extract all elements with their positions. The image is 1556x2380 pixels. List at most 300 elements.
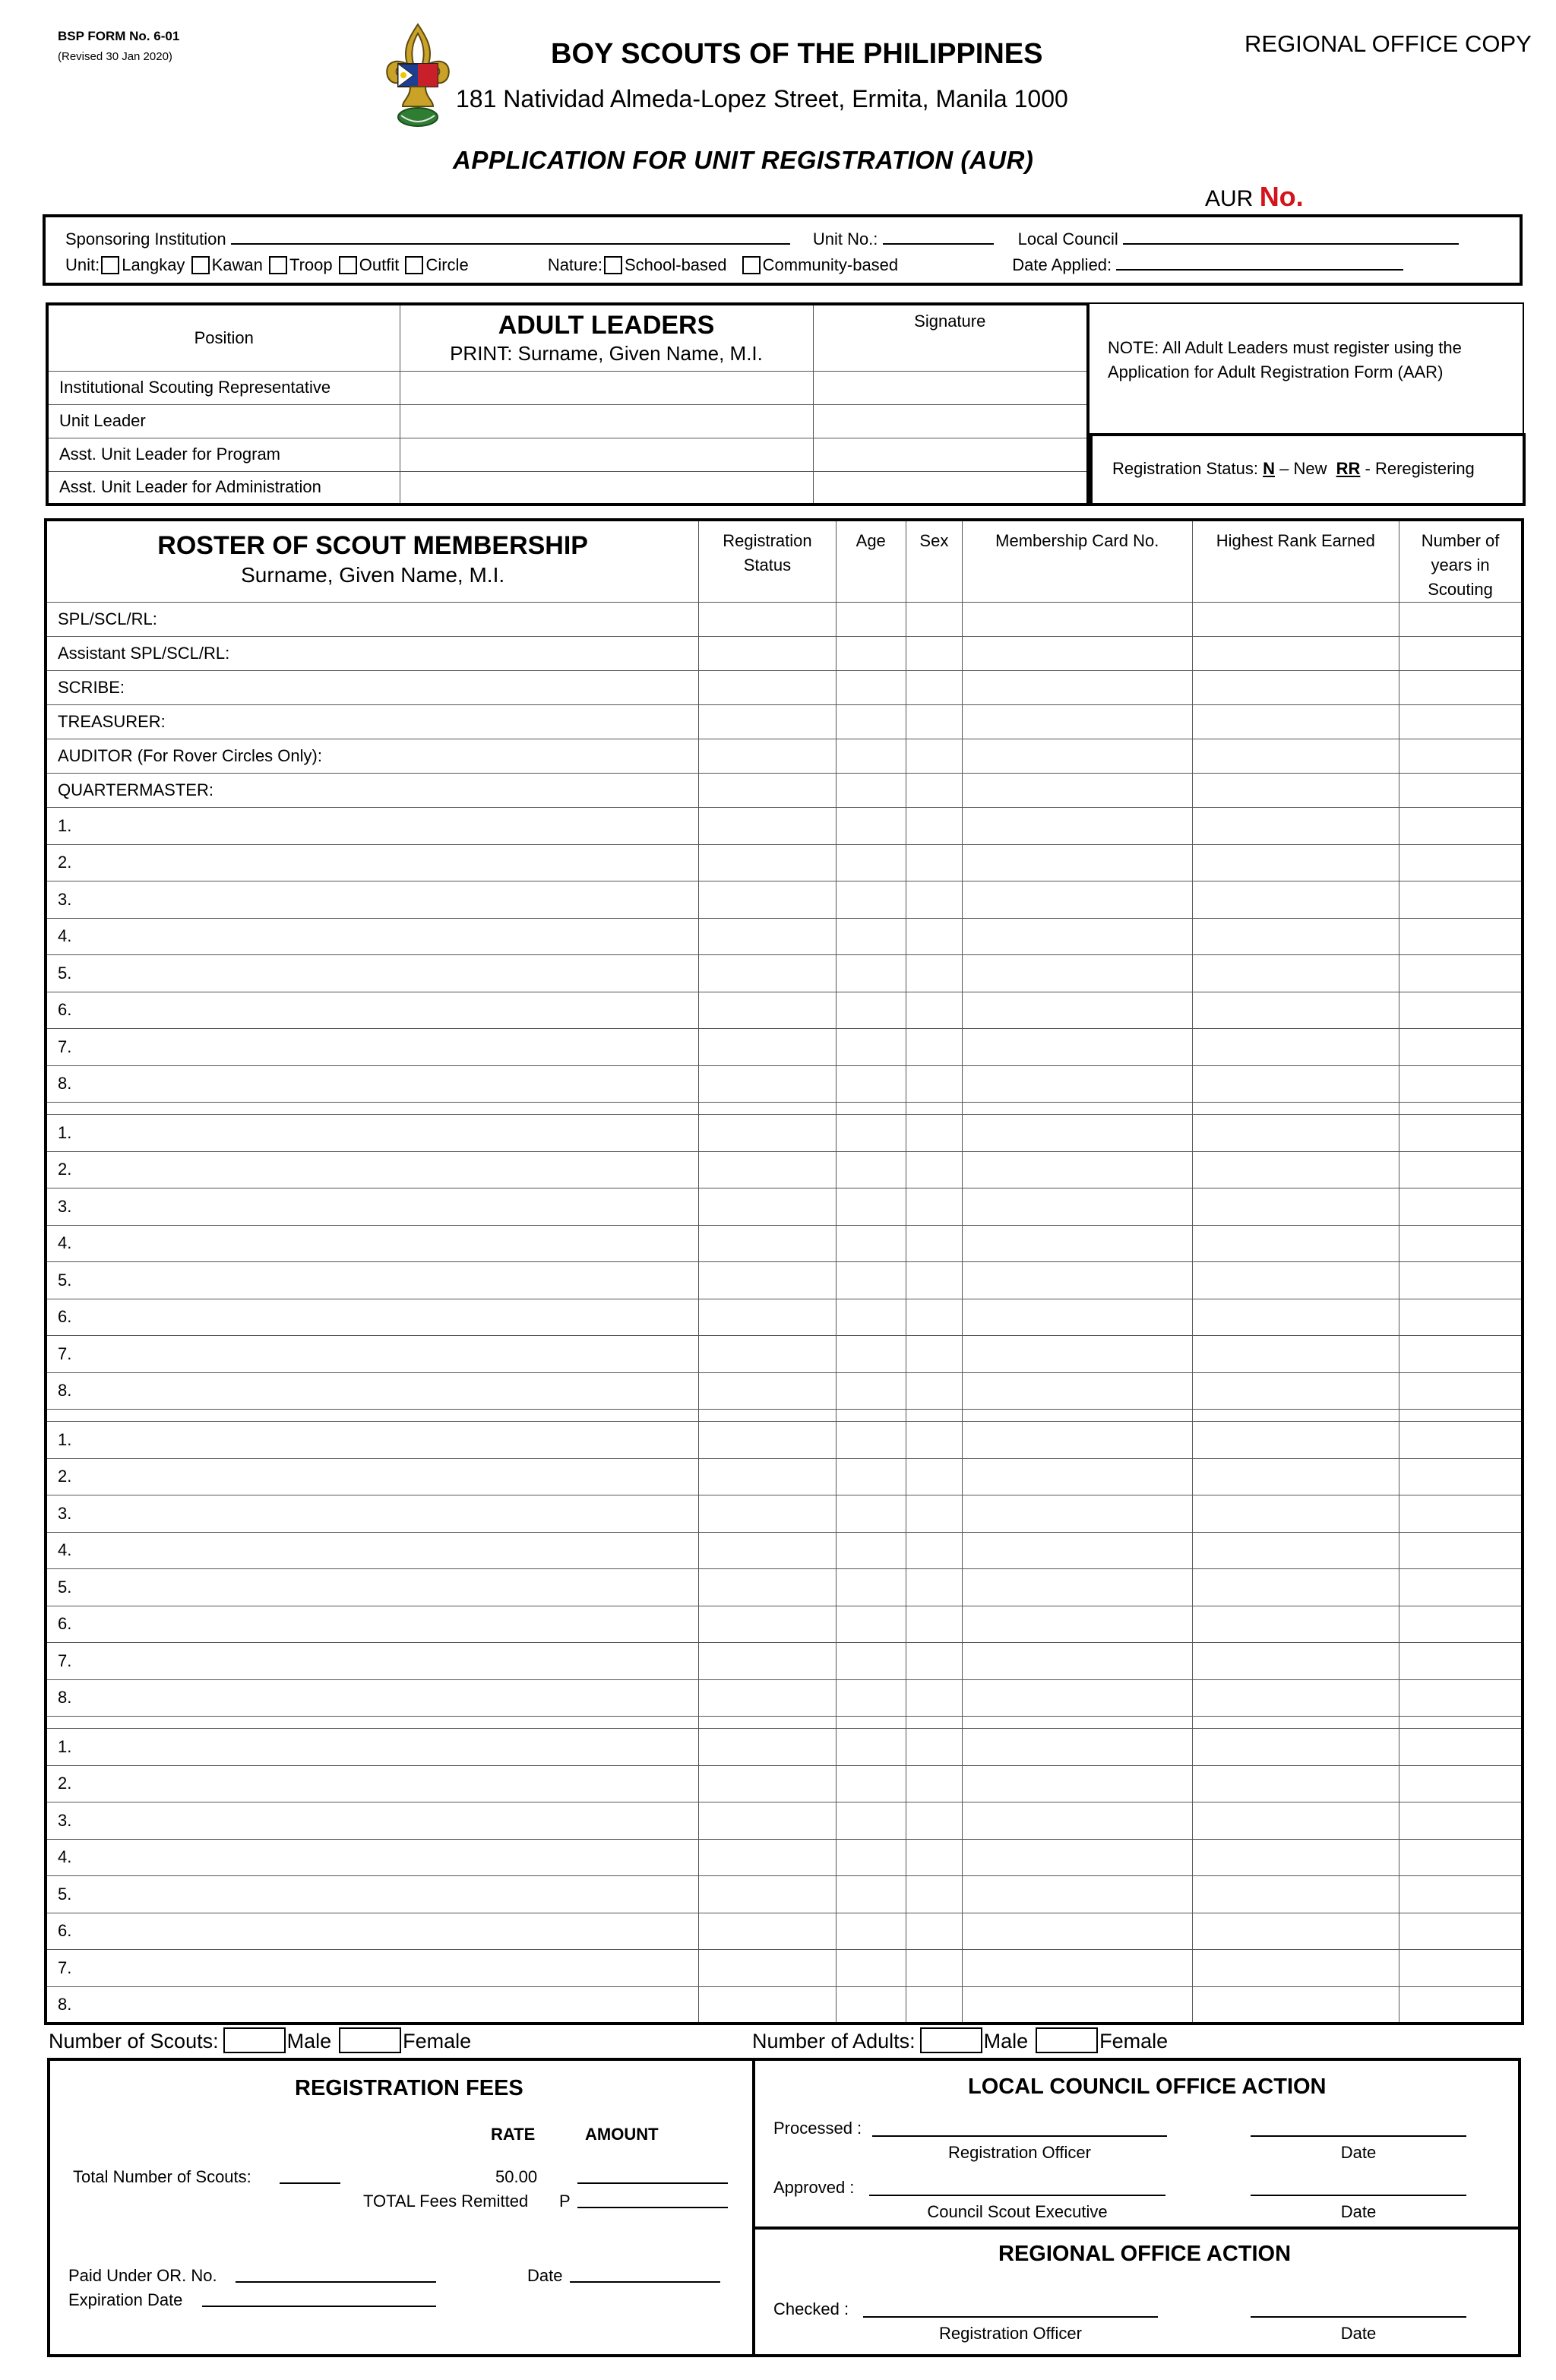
- rank-cell[interactable]: [1192, 1115, 1399, 1152]
- years-cell[interactable]: [1399, 1986, 1523, 2024]
- checkbox-outfit[interactable]: [339, 256, 357, 274]
- card-no-cell[interactable]: [962, 1372, 1192, 1410]
- sex-cell[interactable]: [906, 774, 962, 808]
- card-no-cell[interactable]: [962, 1188, 1192, 1226]
- sex-cell[interactable]: [906, 1717, 962, 1729]
- sex-cell[interactable]: [906, 1679, 962, 1717]
- age-cell[interactable]: [836, 1103, 906, 1115]
- reg-status-cell[interactable]: [699, 671, 836, 705]
- reg-status-cell[interactable]: [699, 1299, 836, 1336]
- approved-date-field[interactable]: [1251, 2195, 1466, 2196]
- card-no-cell[interactable]: [962, 1458, 1192, 1495]
- sex-cell[interactable]: [906, 1495, 962, 1533]
- reg-status-cell[interactable]: [699, 1029, 836, 1066]
- age-cell[interactable]: [836, 1569, 906, 1606]
- rank-cell[interactable]: [1192, 1569, 1399, 1606]
- approved-field[interactable]: [869, 2195, 1165, 2196]
- reg-status-cell[interactable]: [699, 1103, 836, 1115]
- age-cell[interactable]: [836, 1643, 906, 1680]
- sex-cell[interactable]: [906, 1422, 962, 1459]
- signature-cell[interactable]: [813, 471, 1088, 505]
- reg-status-cell[interactable]: [699, 844, 836, 881]
- years-cell[interactable]: [1399, 1065, 1523, 1103]
- scout-name-cell[interactable]: QUARTERMASTER:: [46, 774, 699, 808]
- reg-status-cell[interactable]: [699, 992, 836, 1029]
- sex-cell[interactable]: [906, 1103, 962, 1115]
- reg-status-cell[interactable]: [699, 918, 836, 955]
- card-no-cell[interactable]: [962, 992, 1192, 1029]
- reg-status-cell[interactable]: [699, 1802, 836, 1840]
- adults-female-box[interactable]: [1036, 2027, 1098, 2053]
- years-cell[interactable]: [1399, 774, 1523, 808]
- years-cell[interactable]: [1399, 1225, 1523, 1262]
- age-cell[interactable]: [836, 739, 906, 774]
- years-cell[interactable]: [1399, 1299, 1523, 1336]
- sex-cell[interactable]: [906, 1336, 962, 1373]
- rank-cell[interactable]: [1192, 1372, 1399, 1410]
- years-cell[interactable]: [1399, 918, 1523, 955]
- card-no-cell[interactable]: [962, 1717, 1192, 1729]
- card-no-cell[interactable]: [962, 1495, 1192, 1533]
- years-cell[interactable]: [1399, 1151, 1523, 1188]
- years-cell[interactable]: [1399, 1802, 1523, 1840]
- rank-cell[interactable]: [1192, 881, 1399, 919]
- reg-status-cell[interactable]: [699, 1717, 836, 1729]
- rank-cell[interactable]: [1192, 1802, 1399, 1840]
- card-no-cell[interactable]: [962, 1679, 1192, 1717]
- sex-cell[interactable]: [906, 1839, 962, 1876]
- scout-name-cell[interactable]: 4.: [46, 1839, 699, 1876]
- age-cell[interactable]: [836, 1422, 906, 1459]
- years-cell[interactable]: [1399, 1495, 1523, 1533]
- rank-cell[interactable]: [1192, 705, 1399, 739]
- reg-status-cell[interactable]: [699, 1729, 836, 1766]
- years-cell[interactable]: [1399, 1913, 1523, 1950]
- scout-name-cell[interactable]: 4.: [46, 1532, 699, 1569]
- years-cell[interactable]: [1399, 1029, 1523, 1066]
- card-no-cell[interactable]: [962, 774, 1192, 808]
- card-no-cell[interactable]: [962, 603, 1192, 637]
- reg-status-cell[interactable]: [699, 1065, 836, 1103]
- sex-cell[interactable]: [906, 1950, 962, 1987]
- years-cell[interactable]: [1399, 1839, 1523, 1876]
- reg-status-cell[interactable]: [699, 1458, 836, 1495]
- reg-status-cell[interactable]: [699, 739, 836, 774]
- scout-name-cell[interactable]: 4.: [46, 1225, 699, 1262]
- rank-cell[interactable]: [1192, 992, 1399, 1029]
- age-cell[interactable]: [836, 1913, 906, 1950]
- rank-cell[interactable]: [1192, 1495, 1399, 1533]
- card-no-cell[interactable]: [962, 1765, 1192, 1802]
- sex-cell[interactable]: [906, 1410, 962, 1422]
- scout-name-cell[interactable]: 2.: [46, 1151, 699, 1188]
- reg-status-cell[interactable]: [699, 1336, 836, 1373]
- rank-cell[interactable]: [1192, 1422, 1399, 1459]
- sex-cell[interactable]: [906, 1458, 962, 1495]
- date-applied-field[interactable]: [1116, 254, 1403, 271]
- reg-status-cell[interactable]: [699, 637, 836, 671]
- signature-cell[interactable]: [813, 438, 1088, 471]
- expiration-field[interactable]: [202, 2306, 436, 2307]
- total-scouts-field[interactable]: [280, 2182, 340, 2184]
- sex-cell[interactable]: [906, 918, 962, 955]
- card-no-cell[interactable]: [962, 1802, 1192, 1840]
- age-cell[interactable]: [836, 1729, 906, 1766]
- reg-status-cell[interactable]: [699, 1643, 836, 1680]
- processed-date-field[interactable]: [1251, 2135, 1466, 2137]
- scout-name-cell[interactable]: 3.: [46, 881, 699, 919]
- scout-name-cell[interactable]: 7.: [46, 1336, 699, 1373]
- reg-status-cell[interactable]: [699, 1225, 836, 1262]
- age-cell[interactable]: [836, 1151, 906, 1188]
- scout-name-cell[interactable]: 5.: [46, 1876, 699, 1913]
- sex-cell[interactable]: [906, 1913, 962, 1950]
- age-cell[interactable]: [836, 1115, 906, 1152]
- card-no-cell[interactable]: [962, 1606, 1192, 1643]
- age-cell[interactable]: [836, 1299, 906, 1336]
- years-cell[interactable]: [1399, 1717, 1523, 1729]
- scout-name-cell[interactable]: 1.: [46, 1729, 699, 1766]
- scout-name-cell[interactable]: 6.: [46, 992, 699, 1029]
- sex-cell[interactable]: [906, 705, 962, 739]
- years-cell[interactable]: [1399, 1372, 1523, 1410]
- rank-cell[interactable]: [1192, 1065, 1399, 1103]
- age-cell[interactable]: [836, 1986, 906, 2024]
- rank-cell[interactable]: [1192, 808, 1399, 845]
- years-cell[interactable]: [1399, 671, 1523, 705]
- card-no-cell[interactable]: [962, 881, 1192, 919]
- scouts-male-box[interactable]: [223, 2027, 286, 2053]
- scout-name-cell[interactable]: 1.: [46, 1115, 699, 1152]
- reg-status-cell[interactable]: [699, 1986, 836, 2024]
- or-number-field[interactable]: [236, 2281, 436, 2283]
- rank-cell[interactable]: [1192, 1029, 1399, 1066]
- years-cell[interactable]: [1399, 1103, 1523, 1115]
- age-cell[interactable]: [836, 1876, 906, 1913]
- years-cell[interactable]: [1399, 1765, 1523, 1802]
- fees-date-field[interactable]: [570, 2281, 720, 2283]
- age-cell[interactable]: [836, 1802, 906, 1840]
- rank-cell[interactable]: [1192, 1262, 1399, 1299]
- reg-status-cell[interactable]: [699, 1188, 836, 1226]
- years-cell[interactable]: [1399, 705, 1523, 739]
- age-cell[interactable]: [836, 1458, 906, 1495]
- checkbox-school-based[interactable]: [604, 256, 622, 274]
- reg-status-cell[interactable]: [699, 1606, 836, 1643]
- reg-status-cell[interactable]: [699, 1495, 836, 1533]
- rank-cell[interactable]: [1192, 1986, 1399, 2024]
- rank-cell[interactable]: [1192, 955, 1399, 992]
- scout-name-cell[interactable]: SCRIBE:: [46, 671, 699, 705]
- sex-cell[interactable]: [906, 955, 962, 992]
- scout-name-cell[interactable]: 3.: [46, 1188, 699, 1226]
- sex-cell[interactable]: [906, 1802, 962, 1840]
- years-cell[interactable]: [1399, 1458, 1523, 1495]
- age-cell[interactable]: [836, 637, 906, 671]
- card-no-cell[interactable]: [962, 808, 1192, 845]
- scout-name-cell[interactable]: 6.: [46, 1606, 699, 1643]
- rank-cell[interactable]: [1192, 1643, 1399, 1680]
- checked-field[interactable]: [863, 2316, 1158, 2318]
- scout-name-cell[interactable]: 8.: [46, 1986, 699, 2024]
- card-no-cell[interactable]: [962, 1410, 1192, 1422]
- years-cell[interactable]: [1399, 637, 1523, 671]
- reg-status-cell[interactable]: [699, 1765, 836, 1802]
- years-cell[interactable]: [1399, 1569, 1523, 1606]
- card-no-cell[interactable]: [962, 671, 1192, 705]
- years-cell[interactable]: [1399, 1422, 1523, 1459]
- rank-cell[interactable]: [1192, 1410, 1399, 1422]
- rank-cell[interactable]: [1192, 739, 1399, 774]
- reg-status-cell[interactable]: [699, 1532, 836, 1569]
- checked-date-field[interactable]: [1251, 2316, 1466, 2318]
- card-no-cell[interactable]: [962, 1225, 1192, 1262]
- age-cell[interactable]: [836, 918, 906, 955]
- scout-name-cell[interactable]: 1.: [46, 1422, 699, 1459]
- scout-name-cell[interactable]: [46, 1410, 699, 1422]
- card-no-cell[interactable]: [962, 1299, 1192, 1336]
- card-no-cell[interactable]: [962, 1103, 1192, 1115]
- age-cell[interactable]: [836, 1950, 906, 1987]
- rank-cell[interactable]: [1192, 1458, 1399, 1495]
- rank-cell[interactable]: [1192, 1950, 1399, 1987]
- age-cell[interactable]: [836, 705, 906, 739]
- age-cell[interactable]: [836, 1839, 906, 1876]
- years-cell[interactable]: [1399, 1410, 1523, 1422]
- sex-cell[interactable]: [906, 1606, 962, 1643]
- scout-name-cell[interactable]: 3.: [46, 1802, 699, 1840]
- scout-name-cell[interactable]: 1.: [46, 808, 699, 845]
- age-cell[interactable]: [836, 881, 906, 919]
- age-cell[interactable]: [836, 1188, 906, 1226]
- reg-status-cell[interactable]: [699, 881, 836, 919]
- age-cell[interactable]: [836, 844, 906, 881]
- age-cell[interactable]: [836, 1065, 906, 1103]
- reg-status-cell[interactable]: [699, 603, 836, 637]
- scout-name-cell[interactable]: 8.: [46, 1372, 699, 1410]
- rank-cell[interactable]: [1192, 774, 1399, 808]
- age-cell[interactable]: [836, 774, 906, 808]
- scout-name-cell[interactable]: 7.: [46, 1643, 699, 1680]
- sex-cell[interactable]: [906, 671, 962, 705]
- processed-field[interactable]: [872, 2135, 1167, 2137]
- leader-name-cell[interactable]: [400, 438, 813, 471]
- scout-name-cell[interactable]: 5.: [46, 1569, 699, 1606]
- card-no-cell[interactable]: [962, 844, 1192, 881]
- scout-name-cell[interactable]: [46, 1717, 699, 1729]
- age-cell[interactable]: [836, 1765, 906, 1802]
- scout-name-cell[interactable]: SPL/SCL/RL:: [46, 603, 699, 637]
- scout-name-cell[interactable]: 6.: [46, 1299, 699, 1336]
- card-no-cell[interactable]: [962, 739, 1192, 774]
- rank-cell[interactable]: [1192, 1103, 1399, 1115]
- card-no-cell[interactable]: [962, 1986, 1192, 2024]
- age-cell[interactable]: [836, 1029, 906, 1066]
- leader-name-cell[interactable]: [400, 371, 813, 404]
- rank-cell[interactable]: [1192, 918, 1399, 955]
- rank-cell[interactable]: [1192, 1151, 1399, 1188]
- card-no-cell[interactable]: [962, 1532, 1192, 1569]
- sex-cell[interactable]: [906, 1532, 962, 1569]
- years-cell[interactable]: [1399, 1729, 1523, 1766]
- scout-name-cell[interactable]: 2.: [46, 1458, 699, 1495]
- scout-name-cell[interactable]: 7.: [46, 1029, 699, 1066]
- rank-cell[interactable]: [1192, 603, 1399, 637]
- total-fees-field[interactable]: [577, 2207, 728, 2208]
- rank-cell[interactable]: [1192, 1225, 1399, 1262]
- years-cell[interactable]: [1399, 1115, 1523, 1152]
- scout-name-cell[interactable]: 2.: [46, 1765, 699, 1802]
- age-cell[interactable]: [836, 1606, 906, 1643]
- rank-cell[interactable]: [1192, 1913, 1399, 1950]
- sex-cell[interactable]: [906, 1765, 962, 1802]
- scout-name-cell[interactable]: 8.: [46, 1679, 699, 1717]
- reg-status-cell[interactable]: [699, 1913, 836, 1950]
- sex-cell[interactable]: [906, 1876, 962, 1913]
- reg-status-cell[interactable]: [699, 1950, 836, 1987]
- card-no-cell[interactable]: [962, 1729, 1192, 1766]
- reg-status-cell[interactable]: [699, 1876, 836, 1913]
- scout-name-cell[interactable]: TREASURER:: [46, 705, 699, 739]
- years-cell[interactable]: [1399, 1532, 1523, 1569]
- rank-cell[interactable]: [1192, 1839, 1399, 1876]
- scout-name-cell[interactable]: AUDITOR (For Rover Circles Only):: [46, 739, 699, 774]
- adults-male-box[interactable]: [920, 2027, 982, 2053]
- sex-cell[interactable]: [906, 1065, 962, 1103]
- card-no-cell[interactable]: [962, 1569, 1192, 1606]
- scout-name-cell[interactable]: Assistant SPL/SCL/RL:: [46, 637, 699, 671]
- scout-name-cell[interactable]: 5.: [46, 955, 699, 992]
- card-no-cell[interactable]: [962, 705, 1192, 739]
- age-cell[interactable]: [836, 992, 906, 1029]
- reg-status-cell[interactable]: [699, 1569, 836, 1606]
- age-cell[interactable]: [836, 1372, 906, 1410]
- card-no-cell[interactable]: [962, 1262, 1192, 1299]
- signature-cell[interactable]: [813, 404, 1088, 438]
- age-cell[interactable]: [836, 1495, 906, 1533]
- rank-cell[interactable]: [1192, 637, 1399, 671]
- years-cell[interactable]: [1399, 1336, 1523, 1373]
- reg-status-cell[interactable]: [699, 1262, 836, 1299]
- rank-cell[interactable]: [1192, 1188, 1399, 1226]
- scout-name-cell[interactable]: 5.: [46, 1262, 699, 1299]
- scout-name-cell[interactable]: 8.: [46, 1065, 699, 1103]
- card-no-cell[interactable]: [962, 1065, 1192, 1103]
- years-cell[interactable]: [1399, 1950, 1523, 1987]
- card-no-cell[interactable]: [962, 955, 1192, 992]
- reg-status-cell[interactable]: [699, 955, 836, 992]
- years-cell[interactable]: [1399, 808, 1523, 845]
- scouts-female-box[interactable]: [339, 2027, 401, 2053]
- scout-name-cell[interactable]: 2.: [46, 844, 699, 881]
- sex-cell[interactable]: [906, 992, 962, 1029]
- rank-cell[interactable]: [1192, 1336, 1399, 1373]
- sponsoring-field[interactable]: [231, 228, 790, 245]
- age-cell[interactable]: [836, 1336, 906, 1373]
- age-cell[interactable]: [836, 955, 906, 992]
- leader-name-cell[interactable]: [400, 471, 813, 505]
- leader-name-cell[interactable]: [400, 404, 813, 438]
- years-cell[interactable]: [1399, 739, 1523, 774]
- rank-cell[interactable]: [1192, 1532, 1399, 1569]
- years-cell[interactable]: [1399, 603, 1523, 637]
- sex-cell[interactable]: [906, 1188, 962, 1226]
- age-cell[interactable]: [836, 1679, 906, 1717]
- age-cell[interactable]: [836, 1717, 906, 1729]
- card-no-cell[interactable]: [962, 637, 1192, 671]
- sex-cell[interactable]: [906, 637, 962, 671]
- rank-cell[interactable]: [1192, 844, 1399, 881]
- sex-cell[interactable]: [906, 881, 962, 919]
- reg-status-cell[interactable]: [699, 1151, 836, 1188]
- checkbox-langkay[interactable]: [101, 256, 119, 274]
- reg-status-cell[interactable]: [699, 1422, 836, 1459]
- sex-cell[interactable]: [906, 808, 962, 845]
- years-cell[interactable]: [1399, 881, 1523, 919]
- rank-cell[interactable]: [1192, 1765, 1399, 1802]
- reg-status-cell[interactable]: [699, 808, 836, 845]
- reg-status-cell[interactable]: [699, 774, 836, 808]
- local-council-field[interactable]: [1123, 228, 1459, 245]
- sex-cell[interactable]: [906, 844, 962, 881]
- rank-cell[interactable]: [1192, 671, 1399, 705]
- years-cell[interactable]: [1399, 1643, 1523, 1680]
- sex-cell[interactable]: [906, 1643, 962, 1680]
- reg-status-cell[interactable]: [699, 705, 836, 739]
- years-cell[interactable]: [1399, 1606, 1523, 1643]
- sex-cell[interactable]: [906, 1115, 962, 1152]
- sex-cell[interactable]: [906, 603, 962, 637]
- sex-cell[interactable]: [906, 1986, 962, 2024]
- sex-cell[interactable]: [906, 1262, 962, 1299]
- sex-cell[interactable]: [906, 1225, 962, 1262]
- years-cell[interactable]: [1399, 992, 1523, 1029]
- years-cell[interactable]: [1399, 1876, 1523, 1913]
- age-cell[interactable]: [836, 1225, 906, 1262]
- scout-name-cell[interactable]: 4.: [46, 918, 699, 955]
- years-cell[interactable]: [1399, 1188, 1523, 1226]
- age-cell[interactable]: [836, 671, 906, 705]
- sex-cell[interactable]: [906, 1029, 962, 1066]
- signature-cell[interactable]: [813, 371, 1088, 404]
- card-no-cell[interactable]: [962, 1029, 1192, 1066]
- rank-cell[interactable]: [1192, 1606, 1399, 1643]
- scout-name-cell[interactable]: 7.: [46, 1950, 699, 1987]
- checkbox-kawan[interactable]: [191, 256, 210, 274]
- sex-cell[interactable]: [906, 1569, 962, 1606]
- years-cell[interactable]: [1399, 844, 1523, 881]
- checkbox-troop[interactable]: [269, 256, 287, 274]
- age-cell[interactable]: [836, 1532, 906, 1569]
- card-no-cell[interactable]: [962, 918, 1192, 955]
- card-no-cell[interactable]: [962, 1913, 1192, 1950]
- card-no-cell[interactable]: [962, 1115, 1192, 1152]
- checkbox-community-based[interactable]: [742, 256, 761, 274]
- reg-status-cell[interactable]: [699, 1115, 836, 1152]
- rank-cell[interactable]: [1192, 1729, 1399, 1766]
- checkbox-circle[interactable]: [405, 256, 423, 274]
- years-cell[interactable]: [1399, 955, 1523, 992]
- sex-cell[interactable]: [906, 1729, 962, 1766]
- scout-name-cell[interactable]: 6.: [46, 1913, 699, 1950]
- card-no-cell[interactable]: [962, 1876, 1192, 1913]
- sex-cell[interactable]: [906, 1151, 962, 1188]
- unit-no-field[interactable]: [883, 228, 994, 245]
- rank-cell[interactable]: [1192, 1876, 1399, 1913]
- card-no-cell[interactable]: [962, 1422, 1192, 1459]
- age-cell[interactable]: [836, 603, 906, 637]
- scout-name-cell[interactable]: 3.: [46, 1495, 699, 1533]
